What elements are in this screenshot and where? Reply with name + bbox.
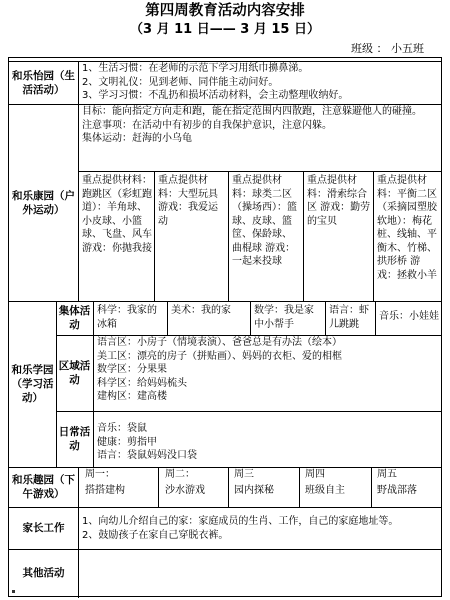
area-item: 美工区：漂亮的房子（拼贴画）、妈妈的衣柜、爱的相框 xyxy=(97,350,342,362)
other-section-label: 其他活动 xyxy=(22,566,65,579)
study-section-label: 和乐学园（学习活动） xyxy=(11,364,54,404)
date-range: （3 月 11 日—— 3 月 15 日） xyxy=(130,22,320,37)
parents-item: 2、鼓励孩子在家自己穿脱衣裤。 xyxy=(82,529,229,541)
group-activity-item: 音乐：小娃娃 xyxy=(379,311,439,322)
group-activity-item: 语言：虾儿跳跳 xyxy=(329,305,369,330)
afternoon-game: 沙水游戏 xyxy=(165,484,205,496)
afternoon-game: 野战部落 xyxy=(377,484,417,496)
daily-activity-label: 日常活动 xyxy=(58,426,91,452)
afternoon-day: 周一： xyxy=(85,469,115,480)
outdoor-zone-4: 重点提供材料：滑索综合区 游戏：勤劳的宝贝 xyxy=(307,175,371,227)
morning-section-label: 和乐怡园（生活活动） xyxy=(12,69,75,96)
group-activity-item: 数学：我是家中小帮手 xyxy=(254,305,314,330)
group-activity-item: 美术：我的家 xyxy=(171,305,231,316)
outdoor-section-label: 和乐康园（户外运动） xyxy=(12,189,75,216)
page-title: 第四周教育活动内容安排 xyxy=(145,3,305,19)
daily-item: 音乐：袋鼠 xyxy=(97,423,147,434)
afternoon-day-cell xyxy=(165,468,227,506)
afternoon-game: 园内探秘 xyxy=(234,484,274,496)
outdoor-group-activity: 集体运动：赶海的小乌龟 xyxy=(82,133,192,144)
parents-section-label: 家长工作 xyxy=(22,522,65,534)
morning-item: 2、文明礼仪：见到老师、同伴能主动问好。 xyxy=(82,76,279,88)
afternoon-day: 周四 xyxy=(305,469,325,480)
daily-activity-content xyxy=(97,422,439,466)
outdoor-intro xyxy=(82,105,439,171)
area-activity-content xyxy=(97,336,439,410)
daily-item: 健康：剪指甲 xyxy=(97,436,157,448)
afternoon-game: 班级自主 xyxy=(305,484,345,496)
corner-marker xyxy=(12,590,15,593)
parents-content xyxy=(82,515,439,548)
outdoor-notice: 注意事项：在活动中有初步的自我保护意识，注意闪躲。 xyxy=(82,119,332,131)
class-label: 班级 ： 小五班 xyxy=(351,42,424,55)
afternoon-day: 周二： xyxy=(165,469,195,480)
daily-item: 语言：袋鼠妈妈没口袋 xyxy=(97,450,197,461)
outdoor-zone-1: 重点提供材料：跑跳区（彩虹跑道）：羊角球、小皮球、小篮球、飞盘、风车 游戏：你抛我接 xyxy=(82,175,152,254)
outdoor-zone-2: 重点提供材料：大型玩具 游戏：我爱运动 xyxy=(158,175,218,227)
area-item: 建构区：建高楼 xyxy=(97,391,167,402)
outdoor-goal: 目标：能向指定方向走和跑，能在指定范围内四散跑，注意躲避他人的碰撞。 xyxy=(82,106,422,117)
area-activity-label: 区域活动 xyxy=(58,360,91,386)
morning-item: 3、学习习惯：不乱扔和损坏活动材料，会主动整理收纳好。 xyxy=(82,90,349,101)
afternoon-day-cell xyxy=(377,468,439,506)
afternoon-day: 周三 xyxy=(234,469,254,480)
outdoor-zone-5: 重点提供材料：平衡二区（采摘园塑胶软地）：梅花桩、线轴、平衡木、竹梯、拱形桥 游戏：拯救小羊 xyxy=(377,175,437,281)
afternoon-game: 搭搭建构 xyxy=(85,484,125,496)
afternoon-day-cell xyxy=(234,468,298,506)
morning-content xyxy=(82,62,439,104)
area-item: 语言区：小房子（情境表演）、爸爸总是有办法（绘本） xyxy=(97,337,342,348)
area-item: 科学区：给妈妈梳头 xyxy=(97,377,187,389)
afternoon-day-cell xyxy=(85,468,157,506)
afternoon-section-label: 和乐趣园（下午游戏） xyxy=(12,474,75,500)
group-activity-item: 科学：我家的冰箱 xyxy=(97,305,157,330)
other-content xyxy=(82,552,439,594)
group-activity-label: 集体活动 xyxy=(58,305,91,331)
morning-item: 1、生活习惯：在老师的示范下学习用纸巾擤鼻涕。 xyxy=(82,63,309,74)
afternoon-day-cell xyxy=(305,468,369,506)
area-item: 数学区：分果果 xyxy=(97,364,167,375)
outdoor-zone-3: 重点提供材料：球类二区（操场西）：篮球、皮球、篮筐、保龄球、曲棍球 游戏：一起来投球 xyxy=(232,175,297,267)
afternoon-day: 周五 xyxy=(377,469,397,480)
parents-item: 1、向幼儿介绍自己的家：家庭成员的生肖、工作，自己的家庭地址等。 xyxy=(82,516,399,527)
schedule-table xyxy=(8,57,442,597)
